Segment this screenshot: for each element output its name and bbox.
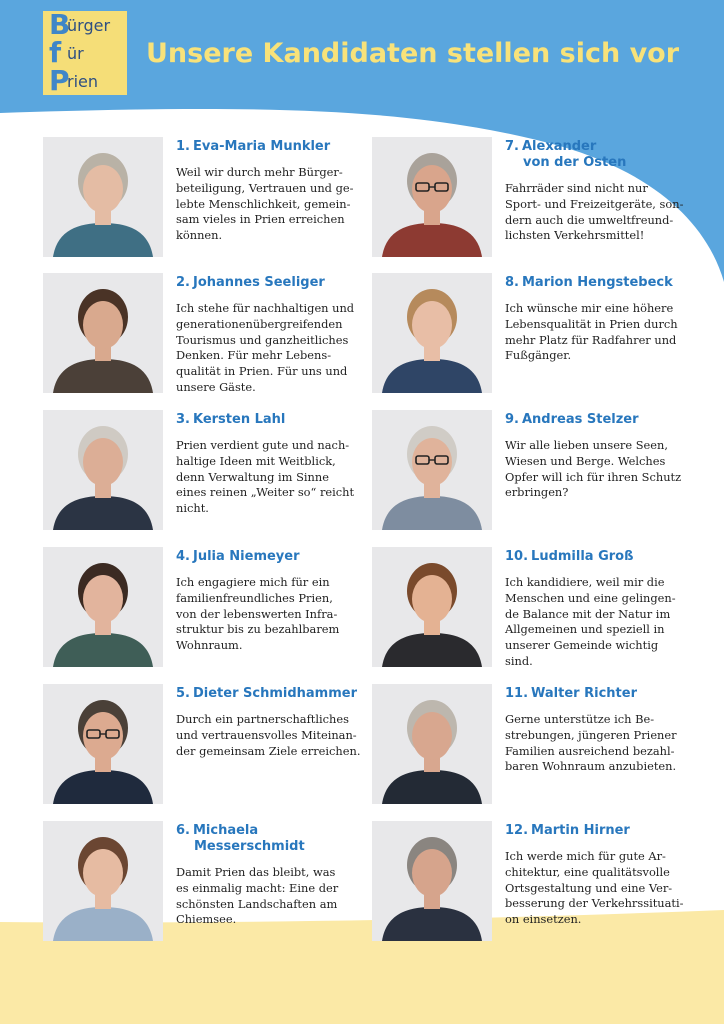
- portrait-graphic: [372, 273, 492, 393]
- candidate-name: 12. Martin Hirner: [505, 823, 630, 838]
- candidate-statement: Ich kandidiere, weil mir die Menschen und eine gelingen- de Balance mit der Natur im Allgemeinen und speziell in unserer Gemeinde wichtig sind.: [505, 575, 676, 668]
- candidate-name: 1. Eva-Maria Munkler: [176, 139, 331, 154]
- candidate-name: 7. Alexander von der Osten: [505, 139, 627, 170]
- candidate-statement: Fahrräder sind nicht nur Sport- und Freizeitgeräte, son- dern auch die umweltfreund- lichsten Verkehrsmittel!: [505, 181, 684, 243]
- candidate-photo: [43, 137, 163, 257]
- candidate-statement: Ich werde mich für gute Ar- chitektur, eine qualitätsvolle Ortsgestaltung und eine Ver- besserung der Verkehrssituati- on einsetzen.: [505, 849, 684, 927]
- candidate-photo: [43, 273, 163, 393]
- portrait-graphic: [43, 410, 163, 530]
- candidate-photo: [43, 410, 163, 530]
- candidate-name: 4. Julia Niemeyer: [176, 549, 300, 564]
- logo-word: rien: [67, 72, 99, 91]
- candidate-name: 3. Kersten Lahl: [176, 412, 286, 427]
- candidate-statement: Wir alle lieben unsere Seen, Wiesen und Berge. Welches Opfer will ich für ihren Schutz erbringen?: [505, 438, 682, 500]
- bfp-logo: [43, 8, 127, 97]
- candidate-photo: [43, 821, 163, 941]
- candidate-photo: [372, 273, 492, 393]
- portrait-graphic: [372, 684, 492, 804]
- portrait-graphic: [43, 821, 163, 941]
- portrait-graphic: [43, 547, 163, 667]
- page-title: Unsere Kandidaten stellen sich vor: [146, 38, 680, 69]
- candidate-name: 11. Walter Richter: [505, 686, 637, 701]
- logo-word: ür: [67, 44, 84, 63]
- candidate-name: 5. Dieter Schmidhammer: [176, 686, 357, 701]
- logo-line: [43, 64, 127, 97]
- portrait-graphic: [372, 137, 492, 257]
- logo-letter: P: [49, 64, 70, 97]
- candidate-name: 10. Ludmilla Groß: [505, 549, 634, 564]
- portrait-graphic: [43, 684, 163, 804]
- candidate-statement: Durch ein partnerschaftliches und vertrauensvolles Miteinan- der gemeinsam Ziele erreichen.: [176, 712, 361, 758]
- candidate-photo: [372, 137, 492, 257]
- portrait-graphic: [372, 547, 492, 667]
- candidate-statement: Ich wünsche mir eine höhere Lebensqualität in Prien durch mehr Platz für Radfahrer und Fußgänger.: [505, 301, 678, 363]
- candidate-statement: Gerne unterstütze ich Be- strebungen, jüngeren Priener Familien ausreichend bezahl- baren Wohnraum anzubieten.: [505, 712, 677, 774]
- portrait-graphic: [372, 821, 492, 941]
- candidate-photo: [372, 410, 492, 530]
- portrait-graphic: [43, 137, 163, 257]
- candidate-photo: [372, 684, 492, 804]
- logo-word: ürger: [67, 16, 111, 35]
- candidate-name: 9. Andreas Stelzer: [505, 412, 639, 427]
- portrait-graphic: [372, 410, 492, 530]
- candidate-statement: Ich engagiere mich für ein familienfreundliches Prien, von der lebenswerten Infra- struktur bis zu bezahlbarem Wohnraum.: [176, 575, 340, 653]
- logo-letter: f: [49, 36, 62, 69]
- candidate-name: 2. Johannes Seeliger: [176, 275, 325, 290]
- candidate-photo: [372, 821, 492, 941]
- candidate-photo: [372, 547, 492, 667]
- logo-line: [43, 36, 127, 69]
- candidate-statement: Ich stehe für nachhaltigen und generationenübergreifenden Tourismus und ganzheitliches Denken. Für mehr Lebens- qualität in Prien. Für uns und unsere Gäste.: [176, 301, 355, 394]
- candidate-statement: Weil wir durch mehr Bürger- beteiligung, Vertrauen und ge- lebte Menschlichkeit, gemein- sam vieles in Prien erreichen können.: [176, 165, 354, 243]
- candidate-statement: Damit Prien das bleibt, was es einmalig macht: Eine der schönsten Landschaften am Chiemsee.: [176, 865, 339, 927]
- candidate-photo: [43, 684, 163, 804]
- portrait-graphic: [43, 273, 163, 393]
- candidate-statement: Prien verdient gute und nach- haltige Ideen mit Weitblick, denn Verwaltung im Sinne eines reinen „Weiter so“ reicht nicht.: [176, 438, 355, 516]
- candidate-photo: [43, 547, 163, 667]
- candidate-name: 6. Michaela Messerschmidt: [176, 823, 305, 854]
- candidate-name: 8. Marion Hengstebeck: [505, 275, 673, 290]
- logo-letter: B: [49, 8, 71, 41]
- logo-line: [43, 8, 127, 41]
